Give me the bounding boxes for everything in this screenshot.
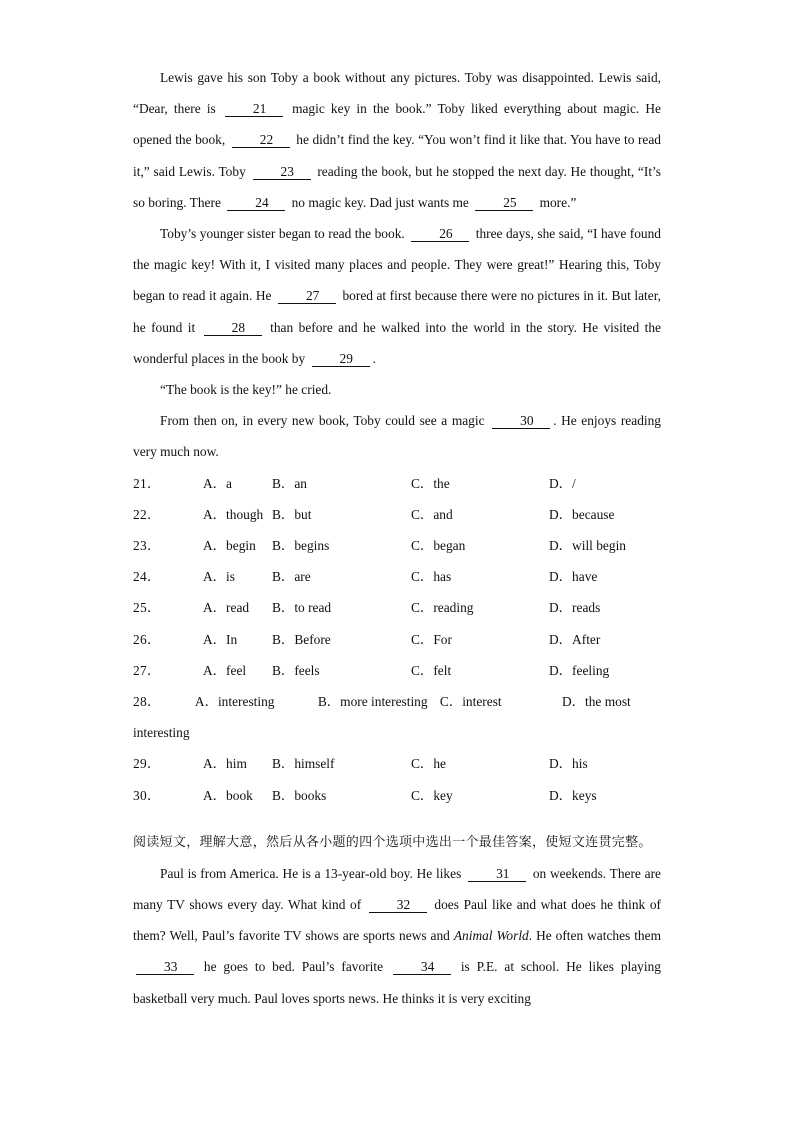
question-21 xyxy=(133,468,661,499)
option-d: D．feeling xyxy=(549,662,610,678)
passage2-paragraph1 xyxy=(133,858,661,1014)
show-title: Animal World xyxy=(453,928,529,944)
text: Lewis gave his son Toby a book without any pictures. Toby was disappointed. Lewis said, “Dear, there is xyxy=(133,70,661,117)
option-c: C．reading xyxy=(411,600,474,616)
blank-22: 22 xyxy=(232,133,290,148)
option-c: C．the xyxy=(411,475,450,491)
option-b: B．books xyxy=(272,787,327,803)
blank-26: 26 xyxy=(411,227,469,242)
question-number: 21． xyxy=(133,475,161,491)
blank-27: 27 xyxy=(278,289,336,304)
blank-21: 21 xyxy=(225,102,283,117)
question-30 xyxy=(133,780,661,811)
blank-23: 23 xyxy=(253,165,311,180)
blank-34: 34 xyxy=(393,960,451,975)
option-a: A．is xyxy=(203,569,235,585)
blank-30: 30 xyxy=(492,414,550,429)
blank-31: 31 xyxy=(468,867,526,882)
option-a: A．a xyxy=(203,475,233,491)
option-a: A．book xyxy=(203,787,253,803)
option-c: C．began xyxy=(411,538,466,554)
option-d: D．his xyxy=(549,756,588,772)
question-number: 28． xyxy=(133,693,161,709)
option-d: D．/ xyxy=(549,475,576,491)
option-b: B．are xyxy=(272,569,311,585)
passage1-paragraph1 xyxy=(133,62,661,218)
question-list xyxy=(133,468,661,811)
question-number: 29． xyxy=(133,756,161,772)
text: does Paul like and what does he think of them? Well, Paul’s favorite TV shows are sports news and xyxy=(133,896,661,944)
blank-24: 24 xyxy=(227,196,285,211)
question-number: 24． xyxy=(133,569,161,585)
option-a: A．interesting xyxy=(194,693,275,709)
passage1-paragraph4 xyxy=(133,405,661,467)
question-26 xyxy=(133,624,661,655)
option-d: D．the most xyxy=(561,693,631,709)
option-b: B．feels xyxy=(272,662,320,678)
document-page xyxy=(133,62,661,1014)
option-b: B．but xyxy=(272,506,312,522)
question-number: 23． xyxy=(133,538,161,554)
option-b: B．to read xyxy=(272,600,332,616)
question-number: 27． xyxy=(133,662,161,678)
text: reading the book, but he stopped the next day. He thought, “It’s so boring. There xyxy=(133,163,661,210)
option-c: C．For xyxy=(411,631,452,647)
question-number: 30． xyxy=(133,787,161,803)
text: . xyxy=(372,350,376,366)
question-28-continuation: interesting xyxy=(133,725,190,741)
passage1-paragraph2 xyxy=(133,218,661,374)
option-c: C．felt xyxy=(411,662,452,678)
question-29 xyxy=(133,748,661,779)
text: more.” xyxy=(536,194,577,210)
blank-28: 28 xyxy=(204,321,262,336)
text: three days, she said, “I have found the magic key! With it, I visited many places and people. They were great!” Hearing this, Toby began to read it again. He xyxy=(133,226,661,304)
option-b: B．more interesting xyxy=(317,693,428,709)
question-number: 26． xyxy=(133,631,161,647)
blank-29: 29 xyxy=(312,352,370,367)
text: Toby’s younger sister began to read the book. xyxy=(160,226,409,242)
option-b: B．Before xyxy=(272,631,331,647)
option-d: D．After xyxy=(549,631,601,647)
option-a: A．In xyxy=(203,631,238,647)
option-a: A．feel xyxy=(203,662,247,678)
text: than before and he walked into the world in the story. He visited the wonderful places in the book by xyxy=(133,319,661,366)
text: he didn’t find the key. “You won’t find it like that. You have to read it,” said Lewis. Toby xyxy=(133,132,661,179)
text: on weekends. There are many TV shows every day. What kind of xyxy=(133,865,661,912)
option-c: C．key xyxy=(411,787,453,803)
option-a: A．read xyxy=(203,600,250,616)
option-c: C．he xyxy=(411,756,446,772)
passage1-paragraph3: “The book is the key!” he cried. xyxy=(160,382,332,398)
option-a: A．begin xyxy=(203,538,256,554)
text: no magic key. Dad just wants me xyxy=(288,194,473,210)
text: magic key in the book.” Toby liked everything about magic. He opened the book, xyxy=(133,101,662,148)
option-c: C．and xyxy=(411,506,453,522)
question-22 xyxy=(133,499,661,530)
text: Paul is from America. He is a 13-year-old boy. He likes xyxy=(160,865,466,881)
text: is P.E. at school. He likes playing basketball very much. Paul loves sports news. He thinks it is very exciting xyxy=(133,959,661,1006)
option-b: B．an xyxy=(272,475,307,491)
option-c: C．interest xyxy=(439,693,502,709)
question-28 xyxy=(133,686,661,717)
option-d: D．keys xyxy=(549,787,597,803)
question-25 xyxy=(133,592,661,623)
blank-33: 33 xyxy=(136,960,194,975)
blank-25: 25 xyxy=(475,196,533,211)
text: From then on, in every new book, Toby could see a magic xyxy=(160,413,490,429)
question-number: 25． xyxy=(133,600,161,616)
option-a: A．though xyxy=(203,506,264,522)
option-c: C．has xyxy=(411,569,452,585)
text: he goes to bed. Paul’s favorite xyxy=(197,959,390,975)
blank-32: 32 xyxy=(369,898,427,913)
question-23 xyxy=(133,530,661,561)
option-d: D．will begin xyxy=(549,538,626,554)
option-d: D．reads xyxy=(549,600,601,616)
text: . He enjoys reading very much now. xyxy=(133,413,661,460)
section-instruction: 阅读短文，理解大意，然后从各小题的四个选项中选出一个最佳答案，使短文连贯完整。 xyxy=(133,834,652,850)
option-a: A．him xyxy=(203,756,247,772)
option-d: D．because xyxy=(549,506,615,522)
option-b: B．himself xyxy=(272,756,335,772)
option-b: B．begins xyxy=(272,538,330,554)
text: . He often watches them xyxy=(528,928,661,944)
question-27 xyxy=(133,655,661,686)
question-24 xyxy=(133,561,661,592)
question-number: 22． xyxy=(133,506,161,522)
option-d: D．have xyxy=(549,569,598,585)
text: bored at first because there were no pictures in it. But later, he found it xyxy=(133,288,661,335)
